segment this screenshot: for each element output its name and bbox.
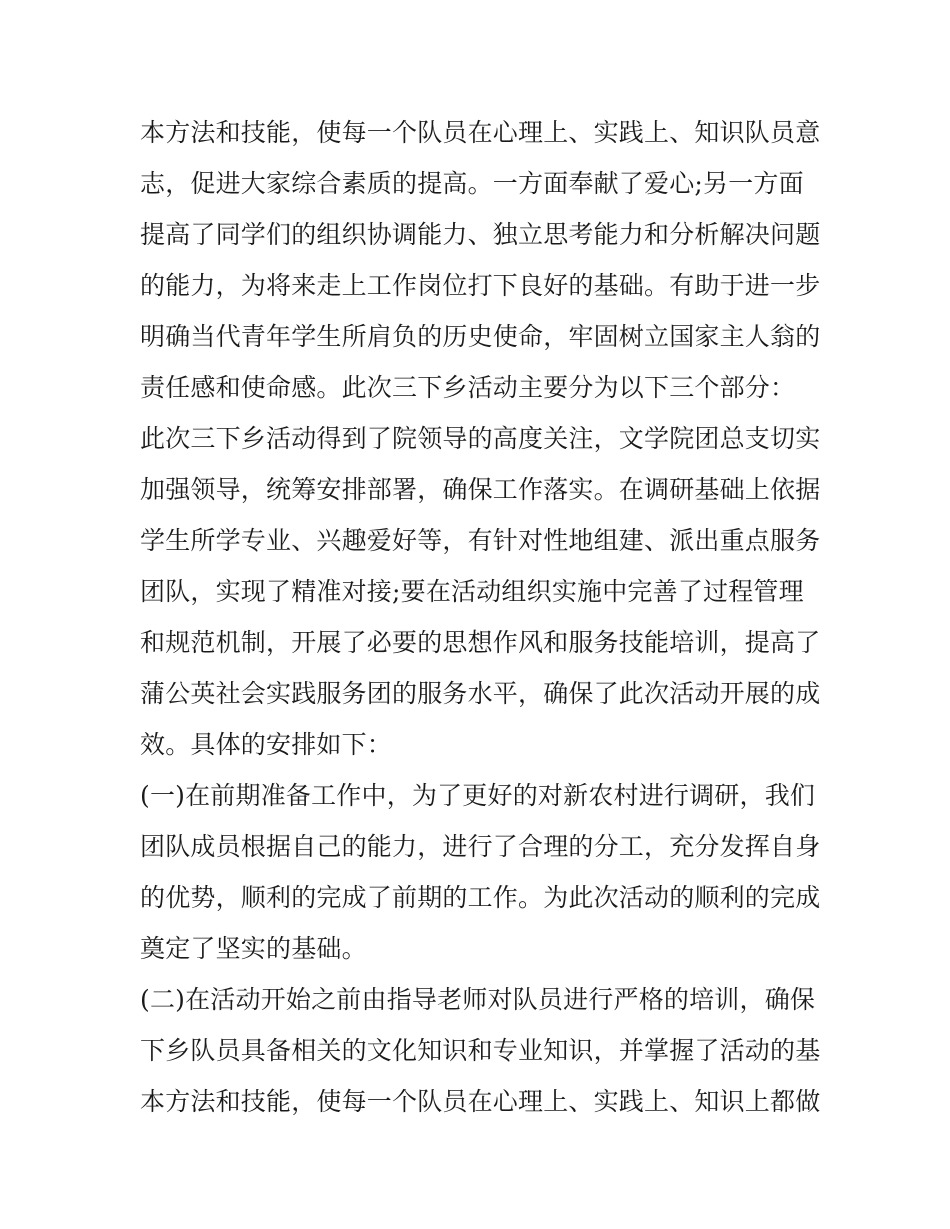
text-line: 志，促进大家综合素质的提高。一方面奉献了爱心;另一方面 — [140, 169, 804, 198]
text-line: 本方法和技能，使每一个队员在心理上、实践上、知识上都做 — [140, 1087, 821, 1116]
text-line: 奠定了坚实的基础。 — [140, 934, 367, 963]
text-line: 学生所学专业、兴趣爱好等，有针对性地组建、派出重点服务 — [140, 526, 821, 555]
text-line: 团队，实现了精准对接;要在活动组织实施中完善了过程管理 — [140, 577, 804, 606]
text-line: 此次三下乡活动得到了院领导的高度关注，文学院团总支切实 — [140, 424, 821, 453]
text-line: 效。具体的安排如下： — [140, 730, 393, 759]
text-line: 责任感和使命感。此次三下乡活动主要分为以下三个部分： — [140, 373, 796, 402]
text-line: (一)在前期准备工作中，为了更好的对新农村进行调研，我们 — [140, 781, 816, 810]
text-line: 本方法和技能，使每一个队员在心理上、实践上、知识队员意 — [140, 118, 821, 147]
text-line: 蒲公英社会实践服务团的服务水平，确保了此次活动开展的成 — [140, 679, 821, 708]
text-line: 提高了同学们的组织协调能力、独立思考能力和分析解决问题 — [140, 220, 821, 249]
text-line: (二)在活动开始之前由指导老师对队员进行严格的培训，确保 — [140, 985, 816, 1014]
text-line: 下乡队员具备相关的文化知识和专业知识，并掌握了活动的基 — [140, 1036, 821, 1065]
text-line: 明确当代青年学生所肩负的历史使命，牢固树立国家主人翁的 — [140, 322, 821, 351]
text-line: 和规范机制，开展了必要的思想作风和服务技能培训，提高了 — [140, 628, 821, 657]
body-text — [140, 107, 820, 1127]
text-line: 的优势，顺利的完成了前期的工作。为此次活动的顺利的完成 — [140, 883, 821, 912]
text-line: 的能力，为将来走上工作岗位打下良好的基础。有助于进一步 — [140, 271, 821, 300]
text-line: 加强领导，统筹安排部署，确保工作落实。在调研基础上依据 — [140, 475, 821, 504]
text-line: 团队成员根据自己的能力，进行了合理的分工，充分发挥自身 — [140, 832, 821, 861]
